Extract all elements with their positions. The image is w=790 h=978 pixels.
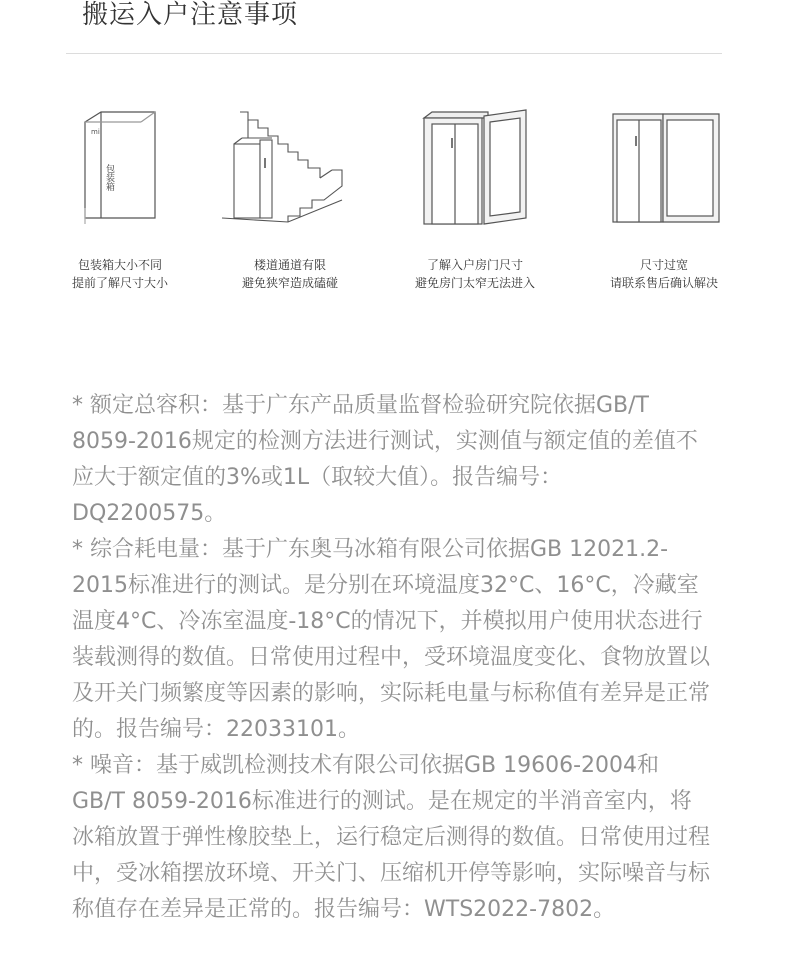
caption-line: 避免狭窄造成磕碰 bbox=[241, 276, 338, 290]
step-caption-staircase bbox=[200, 256, 380, 292]
caption-line: 楼道通道有限 bbox=[253, 258, 326, 272]
staircase-icon bbox=[212, 100, 362, 230]
caption-line: 尺寸过宽 bbox=[639, 258, 688, 272]
box-label: 包装箱 bbox=[104, 164, 114, 191]
caption-line: 提前了解尺寸大小 bbox=[71, 276, 168, 290]
footnotes bbox=[72, 388, 712, 928]
footnote-power: * 综合耗电量：基于广东奥马冰箱有限公司依据GB 12021.2-2015标准进行的测试。是分别在环境温度32°C、16°C，冷藏室温度4°C、冷冻室温度-18°C的情况下，并模拟用户使用状态进行装载测得的数值。日常使用过程中，受环境温度变化、食物放置以及开关门频繁度等因素的影响，实际耗电量与标称值有差异是正常的。报告编号：22033101。 bbox=[72, 537, 711, 742]
doorway-icon bbox=[400, 100, 550, 230]
caption-line: 了解入户房门尺寸 bbox=[426, 258, 523, 272]
caption-line: 包装箱大小不同 bbox=[77, 258, 162, 272]
brand-mark: mi bbox=[91, 128, 100, 136]
caption-line: 请联系售后确认解决 bbox=[609, 276, 718, 290]
divider bbox=[66, 53, 722, 54]
step-caption-oversize bbox=[574, 256, 754, 292]
packaging-box-icon bbox=[45, 100, 195, 230]
footnote-noise: * 噪音：基于威凯检测技术有限公司依据GB 19606-2004和GB/T 8059-2016标准进行的测试。是在规定的半消音室内，将冰箱放置于弹性橡胶垫上，运行稳定后测得的数值。日常使用过程中，受冰箱摆放环境、开关门、压缩机开停等影响，实际噪音与标称值存在差异是正常的。报告编号：WTS2022-7802。 bbox=[72, 753, 711, 922]
caption-line: 避免房门太窄无法进入 bbox=[414, 276, 535, 290]
step-caption-packaging bbox=[30, 256, 210, 292]
page-title: 搬运入户注意事项 bbox=[82, 0, 299, 30]
step-caption-doorway bbox=[385, 256, 565, 292]
footnote-capacity: * 额定总容积：基于广东产品质量监督检验研究院依据GB/T 8059-2016规定的检测方法进行测试，实测值与额定值的差值不应大于额定值的3%或1L（取较大值）。报告编号：DQ2200575。 bbox=[72, 393, 698, 526]
oversize-icon bbox=[589, 100, 739, 230]
